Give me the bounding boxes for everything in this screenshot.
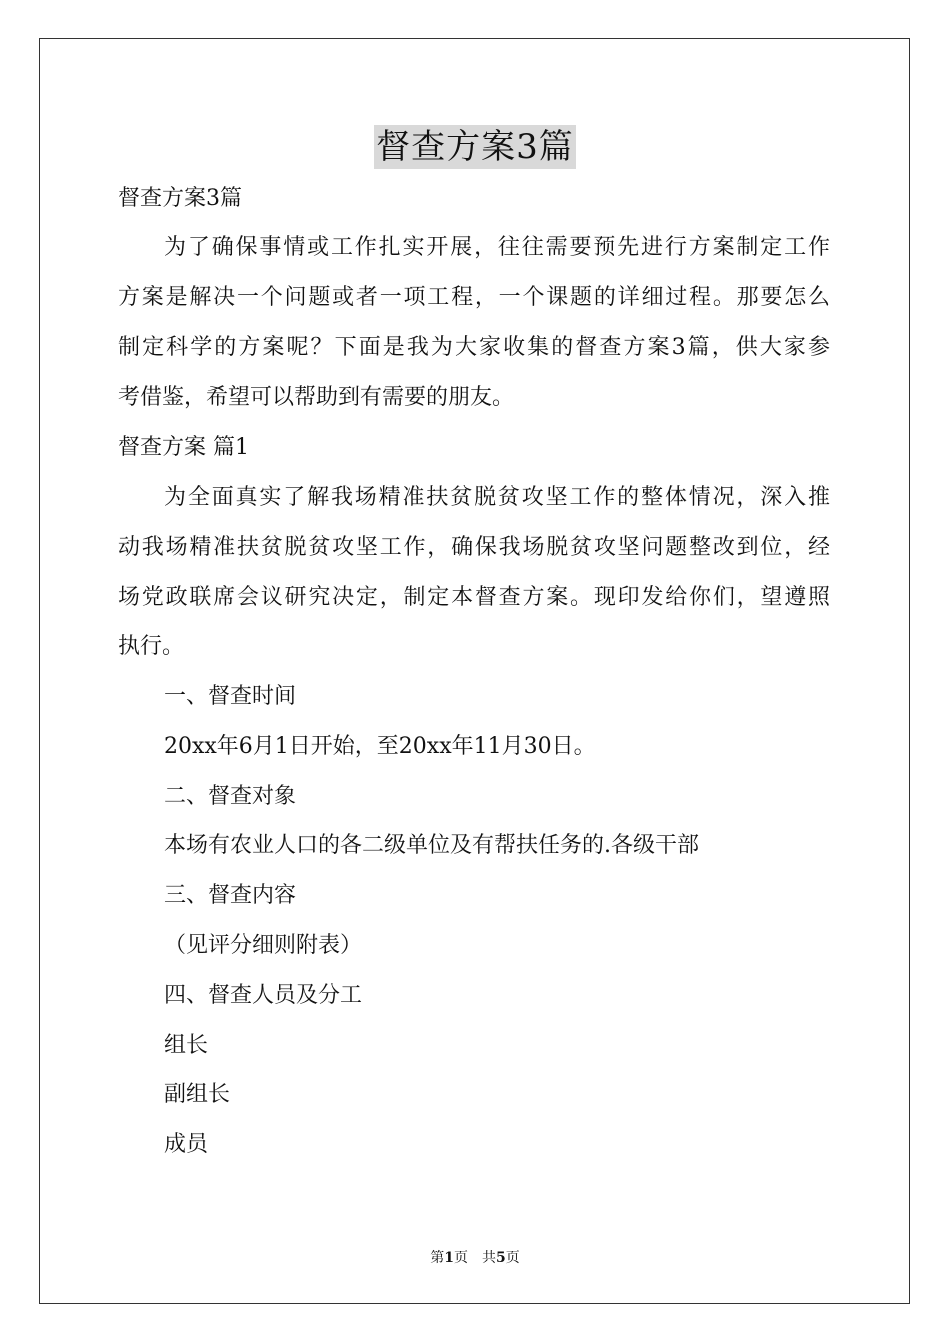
item2-heading: 二、督查对象 bbox=[164, 784, 297, 809]
intro-line-2: 方案是解决一个问题或者一项工程，一个课题的详细过程。那要怎么 bbox=[118, 285, 830, 310]
footer-page-number: 1 bbox=[444, 1250, 454, 1266]
section-line-4: 执行。 bbox=[118, 634, 185, 659]
footer-prefix: 第 bbox=[430, 1250, 445, 1266]
page-border bbox=[39, 38, 910, 1304]
intro-line-4: 考借鉴，希望可以帮助到有需要的朋友。 bbox=[118, 385, 515, 410]
page-footer bbox=[0, 1248, 950, 1268]
item1-heading: 一、督查时间 bbox=[164, 684, 297, 709]
document-subtitle: 督查方案3篇 bbox=[118, 186, 242, 211]
role-members: 成员 bbox=[164, 1132, 209, 1157]
footer-suffix: 页 bbox=[505, 1250, 520, 1266]
section-line-3: 场党政联席会议研究决定，制定本督查方案。现印发给你们，望遵照 bbox=[118, 585, 830, 610]
item3-heading: 三、督查内容 bbox=[164, 883, 297, 908]
role-leader: 组长 bbox=[164, 1033, 209, 1058]
section-line-1: 为全面真实了解我场精准扶贫脱贫攻坚工作的整体情况，深入推 bbox=[164, 485, 830, 510]
item2-text: 本场有农业人口的各二级单位及有帮扶任务的.各级干部 bbox=[164, 833, 699, 858]
item4-heading: 四、督查人员及分工 bbox=[164, 983, 363, 1008]
intro-line-1: 为了确保事情或工作扎实开展，往往需要预先进行方案制定工作 bbox=[164, 235, 830, 260]
role-deputy-leader: 副组长 bbox=[164, 1082, 231, 1107]
title-container bbox=[0, 125, 950, 169]
item1-text: 20xx年6月1日开始，至20xx年11月30日。 bbox=[164, 734, 596, 759]
section-line-2: 动我场精准扶贫脱贫攻坚工作，确保我场脱贫攻坚问题整改到位，经 bbox=[118, 535, 830, 560]
document-title: 督查方案3篇 bbox=[376, 127, 574, 167]
item3-text: （见评分细则附表） bbox=[164, 933, 363, 958]
intro-line-3: 制定科学的方案呢？下面是我为大家收集的督查方案3篇，供大家参 bbox=[118, 335, 830, 360]
footer-total-pages: 5 bbox=[496, 1250, 506, 1266]
section-heading: 督查方案 篇1 bbox=[118, 435, 249, 460]
footer-mid: 页 共 bbox=[454, 1250, 496, 1266]
